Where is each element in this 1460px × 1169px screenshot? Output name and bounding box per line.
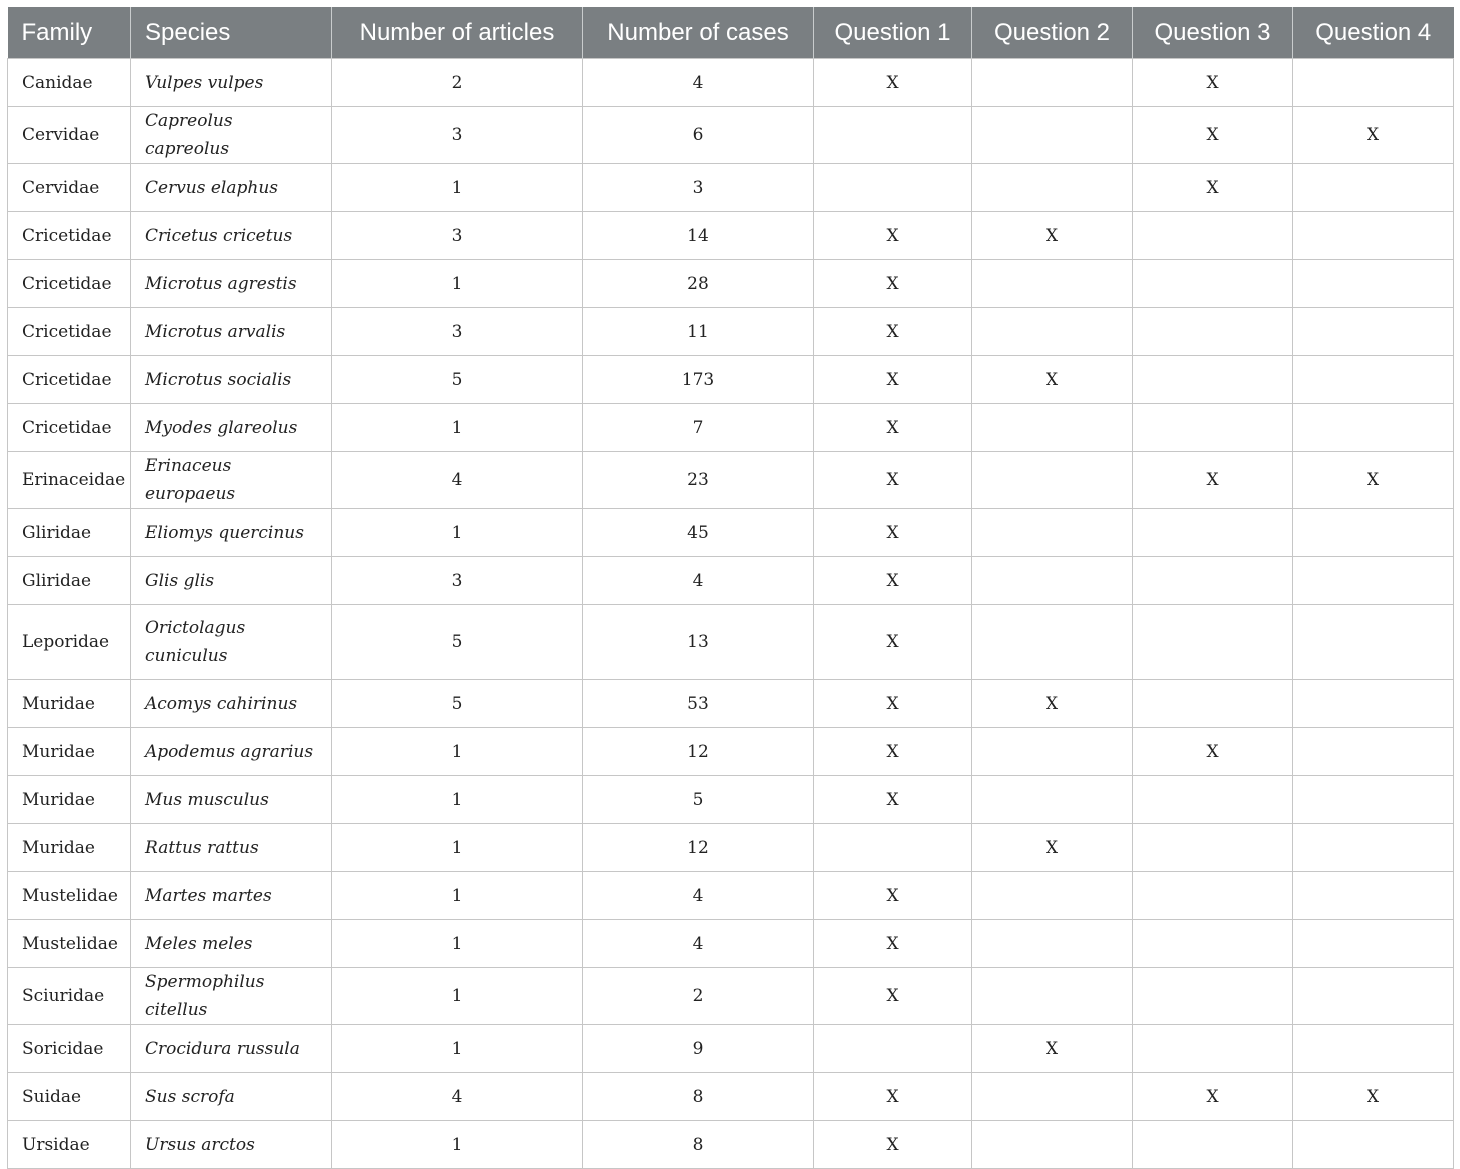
family-cell: Cricetidae	[8, 308, 131, 356]
header-row	[8, 7, 1454, 59]
cases-cell: 3	[583, 164, 814, 212]
family-cell: Cricetidae	[8, 356, 131, 404]
question-3-cell	[1133, 1025, 1293, 1073]
header-species: Species	[131, 7, 332, 59]
question-1-cell: X	[814, 509, 972, 557]
header-question-3: Question 3	[1133, 7, 1293, 59]
question-4-cell	[1293, 59, 1454, 107]
cases-cell: 173	[583, 356, 814, 404]
question-4-cell	[1293, 605, 1454, 680]
question-3-cell	[1133, 404, 1293, 452]
question-4-cell: X	[1293, 1073, 1454, 1121]
table-row	[8, 728, 1454, 776]
family-cell: Erinaceidae	[8, 452, 131, 509]
question-3-cell: X	[1133, 728, 1293, 776]
cases-cell: 12	[583, 824, 814, 872]
articles-cell: 5	[332, 356, 583, 404]
articles-cell: 1	[332, 1025, 583, 1073]
species-cell: Ursus arctos	[131, 1121, 332, 1169]
articles-cell: 1	[332, 509, 583, 557]
species-cell: Crocidura russula	[131, 1025, 332, 1073]
question-3-cell	[1133, 872, 1293, 920]
family-cell: Muridae	[8, 680, 131, 728]
question-1-cell: X	[814, 728, 972, 776]
articles-cell: 1	[332, 920, 583, 968]
header-question-1: Question 1	[814, 7, 972, 59]
table-row	[8, 920, 1454, 968]
table-row	[8, 260, 1454, 308]
question-2-cell	[972, 557, 1133, 605]
table-row	[8, 824, 1454, 872]
family-cell: Soricidae	[8, 1025, 131, 1073]
question-3-cell	[1133, 308, 1293, 356]
question-1-cell: X	[814, 776, 972, 824]
question-4-cell: X	[1293, 107, 1454, 164]
family-cell: Cervidae	[8, 164, 131, 212]
question-3-cell: X	[1133, 164, 1293, 212]
cases-cell: 45	[583, 509, 814, 557]
articles-cell: 1	[332, 164, 583, 212]
question-2-cell	[972, 164, 1133, 212]
question-2-cell: X	[972, 356, 1133, 404]
question-3-cell	[1133, 356, 1293, 404]
question-1-cell: X	[814, 968, 972, 1025]
question-2-cell	[972, 308, 1133, 356]
question-3-cell	[1133, 968, 1293, 1025]
cases-cell: 9	[583, 1025, 814, 1073]
question-4-cell	[1293, 728, 1454, 776]
species-cell: Spermophilus citellus	[131, 968, 332, 1025]
question-4-cell	[1293, 356, 1454, 404]
articles-cell: 4	[332, 452, 583, 509]
articles-cell: 3	[332, 107, 583, 164]
species-cell: Microtus arvalis	[131, 308, 332, 356]
family-cell: Cricetidae	[8, 260, 131, 308]
question-4-cell: X	[1293, 452, 1454, 509]
articles-cell: 1	[332, 260, 583, 308]
header-question-2: Question 2	[972, 7, 1133, 59]
question-3-cell: X	[1133, 452, 1293, 509]
articles-cell: 5	[332, 605, 583, 680]
table-row	[8, 1073, 1454, 1121]
question-2-cell	[972, 1121, 1133, 1169]
question-4-cell	[1293, 680, 1454, 728]
table-row	[8, 968, 1454, 1025]
table-row	[8, 308, 1454, 356]
table-row	[8, 164, 1454, 212]
species-cell: Capreolus capreolus	[131, 107, 332, 164]
articles-cell: 1	[332, 824, 583, 872]
question-2-cell	[972, 605, 1133, 680]
cases-cell: 13	[583, 605, 814, 680]
cases-cell: 7	[583, 404, 814, 452]
table-row	[8, 557, 1454, 605]
species-cell: Eliomys quercinus	[131, 509, 332, 557]
question-2-cell: X	[972, 824, 1133, 872]
question-1-cell: X	[814, 212, 972, 260]
table-row	[8, 605, 1454, 680]
species-cell: Cervus elaphus	[131, 164, 332, 212]
question-4-cell	[1293, 164, 1454, 212]
question-4-cell	[1293, 260, 1454, 308]
question-3-cell	[1133, 509, 1293, 557]
header-question-4: Question 4	[1293, 7, 1454, 59]
species-cell: Rattus rattus	[131, 824, 332, 872]
question-2-cell	[972, 260, 1133, 308]
articles-cell: 1	[332, 968, 583, 1025]
table-row	[8, 356, 1454, 404]
question-2-cell	[972, 872, 1133, 920]
cases-cell: 4	[583, 557, 814, 605]
species-cell: Acomys cahirinus	[131, 680, 332, 728]
cases-cell: 28	[583, 260, 814, 308]
articles-cell: 3	[332, 308, 583, 356]
cases-cell: 8	[583, 1121, 814, 1169]
question-1-cell: X	[814, 872, 972, 920]
table-row	[8, 107, 1454, 164]
question-4-cell	[1293, 872, 1454, 920]
question-3-cell	[1133, 605, 1293, 680]
question-4-cell	[1293, 212, 1454, 260]
question-2-cell	[972, 1073, 1133, 1121]
species-cell: Erinaceus europaeus	[131, 452, 332, 509]
cases-cell: 6	[583, 107, 814, 164]
table-row	[8, 404, 1454, 452]
header-number-of-cases: Number of cases	[583, 7, 814, 59]
question-3-cell	[1133, 776, 1293, 824]
family-cell: Cervidae	[8, 107, 131, 164]
question-4-cell	[1293, 404, 1454, 452]
question-1-cell: X	[814, 452, 972, 509]
cases-cell: 11	[583, 308, 814, 356]
question-3-cell	[1133, 260, 1293, 308]
family-cell: Ursidae	[8, 1121, 131, 1169]
question-1-cell: X	[814, 605, 972, 680]
cases-cell: 53	[583, 680, 814, 728]
question-2-cell	[972, 404, 1133, 452]
family-cell: Leporidae	[8, 605, 131, 680]
cases-cell: 4	[583, 59, 814, 107]
family-cell: Canidae	[8, 59, 131, 107]
species-cell: Meles meles	[131, 920, 332, 968]
question-1-cell: X	[814, 356, 972, 404]
question-3-cell: X	[1133, 1073, 1293, 1121]
question-2-cell	[972, 920, 1133, 968]
question-2-cell	[972, 452, 1133, 509]
articles-cell: 5	[332, 680, 583, 728]
question-3-cell	[1133, 557, 1293, 605]
cases-cell: 14	[583, 212, 814, 260]
articles-cell: 1	[332, 776, 583, 824]
species-cell: Orictolagus cuniculus	[131, 605, 332, 680]
question-2-cell	[972, 776, 1133, 824]
family-cell: Muridae	[8, 776, 131, 824]
species-cell: Mus musculus	[131, 776, 332, 824]
family-cell: Cricetidae	[8, 404, 131, 452]
family-cell: Muridae	[8, 728, 131, 776]
question-1-cell: X	[814, 557, 972, 605]
question-4-cell	[1293, 509, 1454, 557]
question-1-cell	[814, 164, 972, 212]
table-row	[8, 776, 1454, 824]
question-1-cell	[814, 824, 972, 872]
family-cell: Gliridae	[8, 509, 131, 557]
articles-cell: 4	[332, 1073, 583, 1121]
question-1-cell: X	[814, 404, 972, 452]
question-2-cell	[972, 728, 1133, 776]
species-table	[7, 7, 1454, 1169]
species-cell: Cricetus cricetus	[131, 212, 332, 260]
family-cell: Suidae	[8, 1073, 131, 1121]
cases-cell: 12	[583, 728, 814, 776]
table-row	[8, 1121, 1454, 1169]
cases-cell: 23	[583, 452, 814, 509]
question-2-cell: X	[972, 1025, 1133, 1073]
question-3-cell	[1133, 212, 1293, 260]
question-3-cell	[1133, 824, 1293, 872]
family-cell: Mustelidae	[8, 872, 131, 920]
species-cell: Microtus socialis	[131, 356, 332, 404]
question-4-cell	[1293, 557, 1454, 605]
question-4-cell	[1293, 824, 1454, 872]
question-4-cell	[1293, 968, 1454, 1025]
question-3-cell	[1133, 1121, 1293, 1169]
header-family: Family	[8, 7, 131, 59]
species-cell: Vulpes vulpes	[131, 59, 332, 107]
table-row	[8, 509, 1454, 557]
cases-cell: 8	[583, 1073, 814, 1121]
question-1-cell: X	[814, 1121, 972, 1169]
table-row	[8, 212, 1454, 260]
species-cell: Microtus agrestis	[131, 260, 332, 308]
question-4-cell	[1293, 776, 1454, 824]
question-2-cell	[972, 968, 1133, 1025]
table-header	[8, 7, 1454, 59]
articles-cell: 3	[332, 212, 583, 260]
articles-cell: 1	[332, 404, 583, 452]
table-row	[8, 872, 1454, 920]
question-4-cell	[1293, 1025, 1454, 1073]
articles-cell: 1	[332, 1121, 583, 1169]
cases-cell: 5	[583, 776, 814, 824]
question-4-cell	[1293, 920, 1454, 968]
articles-cell: 2	[332, 59, 583, 107]
question-1-cell: X	[814, 260, 972, 308]
cases-cell: 4	[583, 920, 814, 968]
question-2-cell	[972, 59, 1133, 107]
species-cell: Apodemus agrarius	[131, 728, 332, 776]
question-1-cell: X	[814, 308, 972, 356]
family-cell: Mustelidae	[8, 920, 131, 968]
family-cell: Muridae	[8, 824, 131, 872]
articles-cell: 1	[332, 872, 583, 920]
articles-cell: 1	[332, 728, 583, 776]
question-3-cell	[1133, 680, 1293, 728]
header-number-of-articles: Number of articles	[332, 7, 583, 59]
question-2-cell: X	[972, 680, 1133, 728]
question-1-cell	[814, 1025, 972, 1073]
species-cell: Myodes glareolus	[131, 404, 332, 452]
question-1-cell: X	[814, 680, 972, 728]
question-3-cell: X	[1133, 107, 1293, 164]
table-row	[8, 1025, 1454, 1073]
question-1-cell	[814, 107, 972, 164]
question-1-cell: X	[814, 1073, 972, 1121]
family-cell: Sciuridae	[8, 968, 131, 1025]
table-row	[8, 59, 1454, 107]
species-cell: Glis glis	[131, 557, 332, 605]
question-1-cell: X	[814, 59, 972, 107]
question-3-cell: X	[1133, 59, 1293, 107]
table-row	[8, 680, 1454, 728]
question-1-cell: X	[814, 920, 972, 968]
question-4-cell	[1293, 308, 1454, 356]
cases-cell: 4	[583, 872, 814, 920]
question-2-cell	[972, 509, 1133, 557]
question-2-cell: X	[972, 212, 1133, 260]
species-cell: Sus scrofa	[131, 1073, 332, 1121]
table-row	[8, 452, 1454, 509]
question-2-cell	[972, 107, 1133, 164]
species-cell: Martes martes	[131, 872, 332, 920]
articles-cell: 3	[332, 557, 583, 605]
question-4-cell	[1293, 1121, 1454, 1169]
table-body	[8, 59, 1454, 1169]
family-cell: Cricetidae	[8, 212, 131, 260]
family-cell: Gliridae	[8, 557, 131, 605]
cases-cell: 2	[583, 968, 814, 1025]
question-3-cell	[1133, 920, 1293, 968]
